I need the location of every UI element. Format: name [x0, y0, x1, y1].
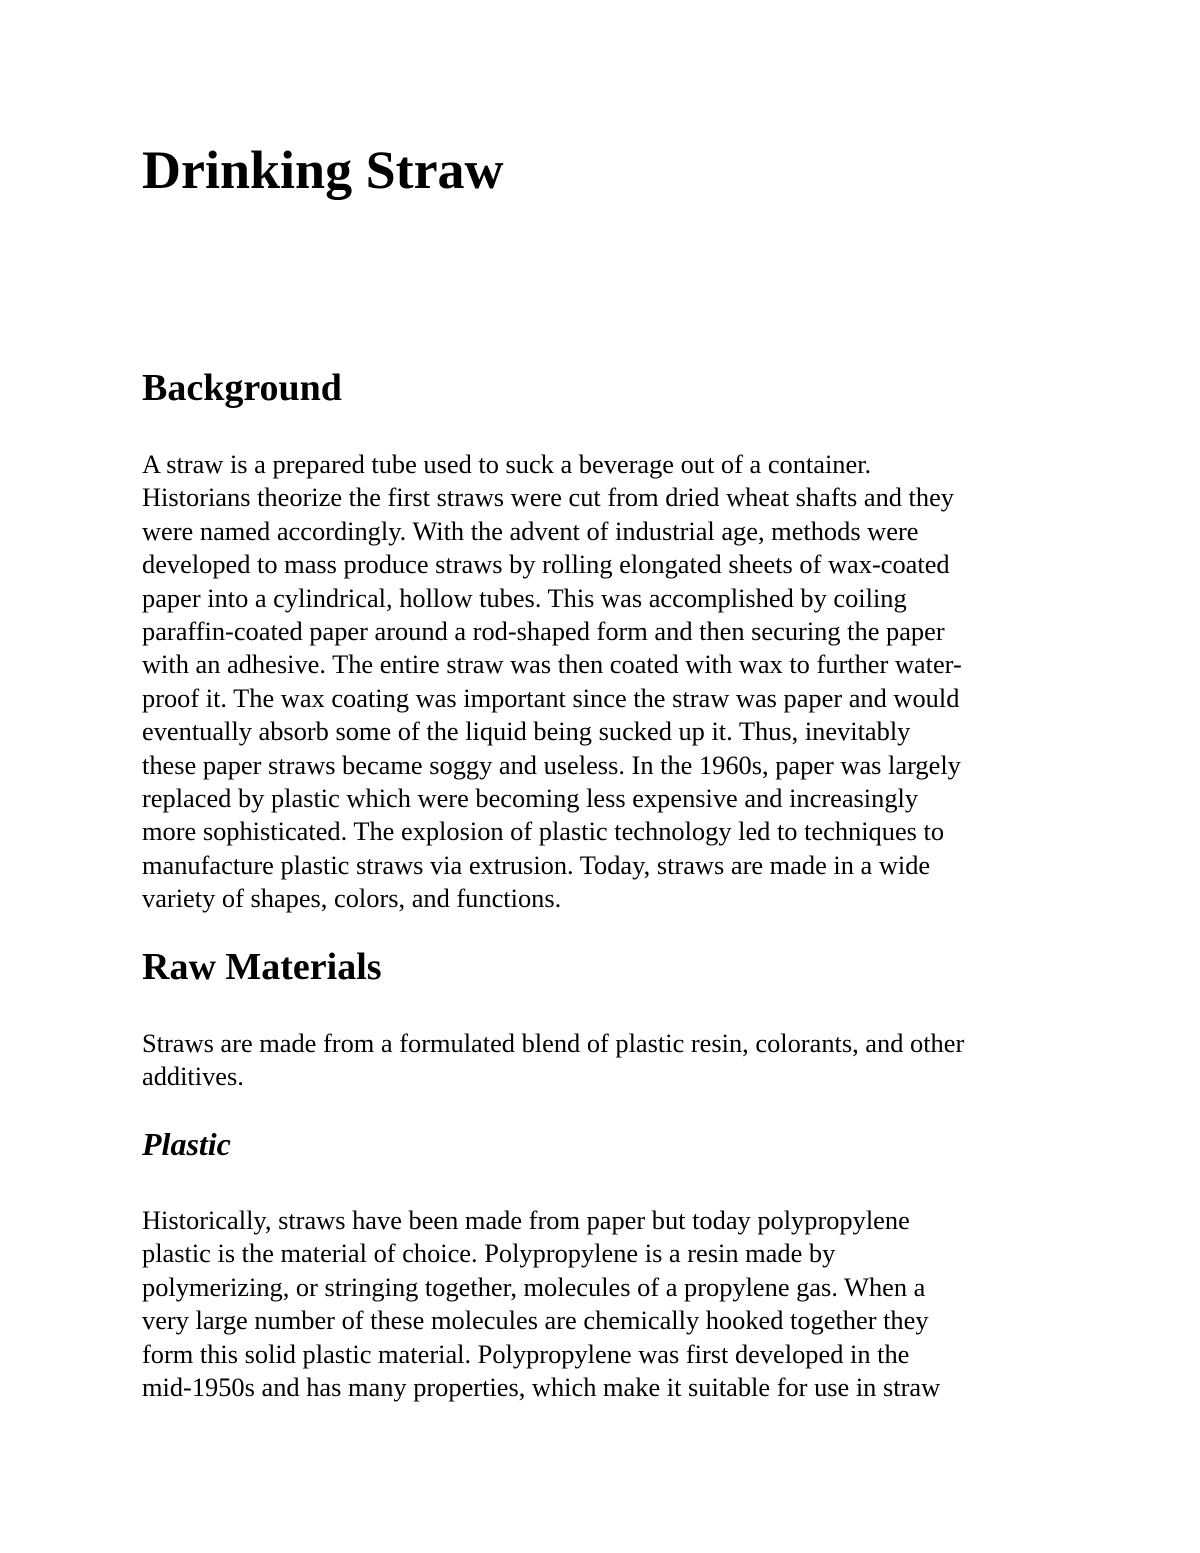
paragraph-line: Historically, straws have been made from paper but today polypropylene	[142, 1205, 910, 1235]
paragraph-line: polymerizing, or stringing together, molecules of a propylene gas. When a	[142, 1271, 926, 1302]
paragraph-line: form this solid plastic material. Polypropylene was first developed in the	[142, 1338, 910, 1369]
paragraph-line: replaced by plastic which were becoming less expensive and increasingly	[142, 783, 919, 814]
paragraph-line: paraffin-coated paper around a rod-shaped form and then securing the paper	[142, 616, 945, 647]
subsection-heading-plastic: Plastic	[142, 1126, 231, 1162]
paragraph-line: additives.	[142, 1061, 244, 1092]
paragraph-line: plastic is the material of choice. Polypropylene is a resin made by	[142, 1238, 836, 1269]
plastic-paragraph	[142, 1204, 1072, 1404]
paragraph-line: eventually absorb some of the liquid being sucked up it. Thus, inevitably	[142, 716, 911, 747]
paragraph-line: more sophisticated. The explosion of plastic technology led to techniques to	[142, 816, 945, 847]
section-heading-background: Background	[142, 367, 342, 409]
paragraph-line: paper into a cylindrical, hollow tubes. This was accomplished by coiling	[142, 582, 907, 613]
paragraph-line: variety of shapes, colors, and functions.	[142, 883, 562, 914]
paragraph-line: these paper straws became soggy and useless. In the 1960s, paper was largely	[142, 749, 961, 780]
paragraph-line: proof it. The wax coating was important since the straw was paper and would	[142, 682, 960, 713]
paragraph-line: were named accordingly. With the advent of industrial age, methods were	[142, 515, 919, 546]
paragraph-line: with an adhesive. The entire straw was then coated with wax to further water-	[142, 649, 962, 680]
paragraph-line: Straws are made from a formulated blend of plastic resin, colorants, and other	[142, 1028, 965, 1058]
background-paragraph	[142, 448, 1072, 916]
paragraph-line: developed to mass produce straws by rolling elongated sheets of wax-coated	[142, 549, 950, 580]
raw-materials-paragraph	[142, 1027, 1072, 1094]
document-title: Drinking Straw	[142, 140, 504, 200]
paragraph-line: manufacture plastic straws via extrusion. Today, straws are made in a wide	[142, 849, 931, 880]
paragraph-line: mid-1950s and has many properties, which make it suitable for use in straw	[142, 1372, 941, 1403]
paragraph-line: A straw is a prepared tube used to suck a beverage out of a container.	[142, 449, 872, 479]
paragraph-line: Historians theorize the first straws were cut from dried wheat shafts and they	[142, 482, 954, 513]
section-heading-raw-materials: Raw Materials	[142, 946, 382, 988]
paragraph-line: very large number of these molecules are chemically hooked together they	[142, 1305, 929, 1336]
